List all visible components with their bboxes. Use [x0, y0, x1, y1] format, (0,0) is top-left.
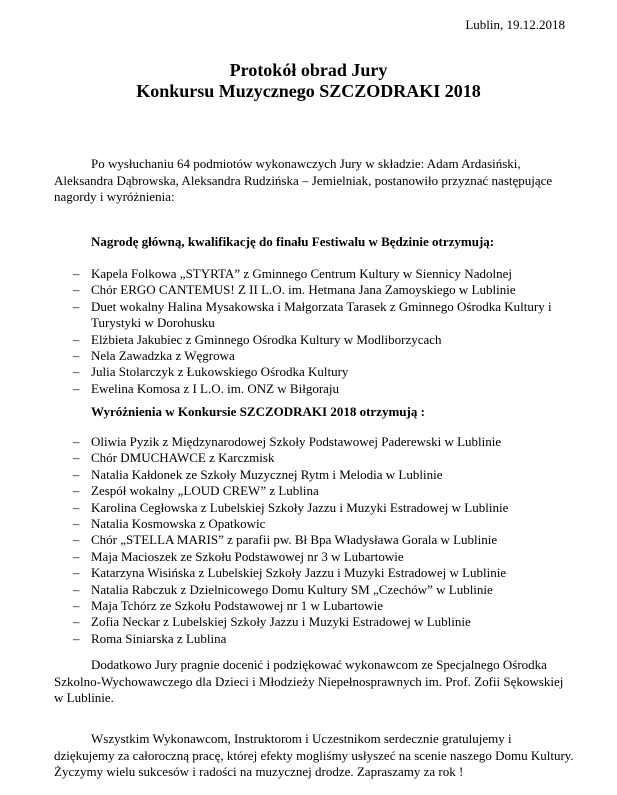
list-item: – Kapela Folkowa „STYRTA” z Gminnego Centrum Kultury w Siennicy Nadolnej: [73, 266, 512, 281]
list-item: – Elżbieta Jakubiec z Gminnego Ośrodka Kultury w Modliborzycach: [73, 331, 442, 347]
dash-bullet: –: [73, 364, 80, 380]
intro-text: Po wysłuchaniu 64 podmiotów wykonawczych Jury w składzie: Adam Ardasiński, Aleksandra Dąbrowska, Aleksandra Rudzińska – Jemielniak, postanowiło przyznać następujące nagordy i wyróżnienia:: [54, 156, 553, 204]
dash-bullet: –: [73, 630, 80, 646]
dash-bullet: –: [73, 614, 80, 630]
document-date: Lublin, 19.12.2018: [465, 17, 565, 32]
dash-bullet: –: [73, 266, 80, 281]
list-item: – Natalia Rabczuk z Dzielnicowego Domu Kultury SM „Czechów” w Lublinie: [73, 581, 493, 597]
closing-text: Wszystkim Wykonawcom, Instruktorom i Uczestnikom serdecznie gratulujemy i dziękujemy za całoroczną pracę, której efekty mogliśmy usłyszeć na scenie naszego Domu Kultury. Życzymy wielu sukcesów i radości na muzycznej drodze. Zapraszamy za rok !: [54, 731, 574, 779]
dash-bullet: –: [73, 348, 80, 364]
list-item: – Oliwia Pyzik z Międzynarodowej Szkoły Podstawowej Paderewski w Lublinie: [73, 434, 502, 449]
dash-bullet: –: [73, 516, 80, 532]
main-prize-heading: Nagrodę główną, kwalifikację do finału Festiwalu w Będzinie otrzymują:: [91, 234, 495, 249]
list-item: – Ewelina Komosa z I L.O. im. ONZ w Biłgoraju: [73, 380, 340, 396]
list-item: – Chór „STELLA MARIS” z parafii pw. Bł Bpa Władysława Gorala w Lublinie: [73, 532, 498, 548]
dash-bullet: –: [73, 380, 80, 396]
dash-bullet: –: [73, 331, 80, 347]
list-item: – Karolina Cegłowska z Lubelskiej Szkoły Jazzu i Muzyki Estradowej w Lublinie: [73, 499, 509, 515]
distinctions-heading: Wyróżnienia w Konkursie SZCZODRAKI 2018 otrzymują :: [91, 404, 425, 419]
dash-bullet: –: [73, 483, 80, 499]
dash-bullet: –: [73, 598, 80, 614]
list-item: – Natalia Kałdonek ze Szkoły Muzycznej Rytm i Melodia w Lublinie: [73, 466, 443, 482]
dash-bullet: –: [73, 298, 80, 314]
title-line-1: Protokół obrad Jury: [229, 60, 388, 80]
dash-bullet: –: [73, 282, 80, 298]
dash-bullet: –: [73, 581, 80, 597]
main-prize-list: [54, 266, 574, 397]
list-item: – Julia Stolarczyk z Łukowskiego Ośrodka Kultury: [73, 364, 349, 380]
dash-bullet: –: [73, 450, 80, 466]
list-item: – Chór ERGO CANTEMUS! Z II L.O. im. Hetmana Jana Zamoyskiego w Lublinie: [73, 282, 516, 298]
list-item: – Zofia Neckar z Lubelskiej Szkoły Jazzu i Muzyki Estradowej w Lublinie: [73, 614, 471, 630]
dash-bullet: –: [73, 466, 80, 482]
list-item: – Maja Macioszek ze Szkołu Podstawowej nr 3 w Lubartowie: [73, 548, 404, 564]
closing-paragraph: [54, 731, 574, 781]
dash-bullet: –: [73, 548, 80, 564]
list-item: – Maja Tchórz ze Szkołu Podstawowej nr 1 w Lubartowie: [73, 598, 383, 614]
list-item: – Nela Zawadzka z Węgrowa: [73, 348, 235, 364]
intro-paragraph: [54, 156, 574, 206]
list-item: – Chór DMUCHAWCE z Karczmisk: [73, 450, 275, 466]
dash-bullet: –: [73, 434, 80, 449]
additional-paragraph: [54, 657, 574, 707]
title-line-2: Konkursu Muzycznego SZCZODRAKI 2018: [136, 81, 481, 101]
list-item: – Roma Siniarska z Lublina: [73, 630, 227, 646]
distinctions-list: [54, 434, 574, 647]
list-item: – Natalia Kosmowska z Opatkowic: [73, 516, 266, 532]
dash-bullet: –: [73, 499, 80, 515]
document-title: [0, 60, 617, 102]
list-item: – Zespół wokalny „LOUD CREW” z Lublina: [73, 483, 319, 499]
list-item: – Duet wokalny Halina Mysakowska i Małgorzata Tarasek z Gminnego Ośrodka Kultury i Turystyki w Dorohusku: [73, 298, 552, 331]
dash-bullet: –: [73, 532, 80, 548]
additional-text: Dodatkowo Jury pragnie docenić i podziękować wykonawcom ze Specjalnego Ośrodka Szkolno-Wychowawczego dla Dzieci i Młodzieży Niepełnosprawnych im. Prof. Zofii Sękowskiej w Lublinie.: [54, 657, 564, 705]
dash-bullet: –: [73, 565, 80, 581]
list-item: – Katarzyna Wisińska z Lubelskiej Szkoły Jazzu i Muzyki Estradowej w Lublinie: [73, 565, 507, 581]
